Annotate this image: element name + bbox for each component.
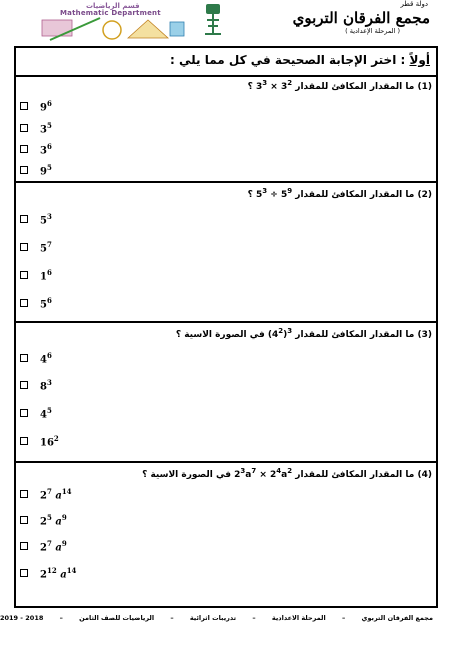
school-stage: ( المرحلة الإعدادية ): [345, 27, 400, 35]
checkbox-icon[interactable]: [20, 542, 28, 550]
footer-separator: –: [341, 614, 346, 622]
footer-stage: المرحلة الاعدادية: [271, 614, 326, 622]
option-label: $2^7$ $a^9$: [40, 538, 67, 554]
page-header: [14, 0, 440, 44]
question-suffix: ؟: [247, 190, 253, 200]
question-2: [16, 183, 436, 323]
option-label: $1^6$: [40, 267, 52, 283]
school-emblem-icon: [202, 2, 224, 38]
checkbox-icon[interactable]: [20, 166, 28, 174]
question-prefix: ما المقدار المكافئ للمقدار: [295, 330, 415, 340]
option-label: $16^2$: [40, 433, 59, 449]
option-checkbox[interactable]: [20, 539, 67, 553]
checkbox-icon[interactable]: [20, 145, 28, 153]
school-name-block: [240, 0, 430, 36]
question-1: [16, 75, 436, 183]
option-label: $8^3$: [40, 377, 52, 393]
option-checkbox[interactable]: [20, 163, 52, 177]
option-label: $3^6$: [40, 141, 52, 157]
question-expression: $5^3 \div 5^9$: [256, 187, 293, 200]
department-title: قسم الرياضيات: [86, 2, 140, 10]
question-prefix: ما المقدار المكافئ للمقدار: [295, 82, 415, 92]
checkbox-icon[interactable]: [20, 354, 28, 362]
department-subtitle: Mathematic Department: [60, 9, 161, 17]
option-label: $2^7$ $a^{14}$: [40, 486, 72, 502]
option-label: $3^5$: [40, 120, 52, 136]
option-checkbox[interactable]: [20, 121, 52, 135]
question-text: [248, 187, 432, 200]
worksheet-frame: [14, 46, 438, 608]
option-label: $5^3$: [40, 211, 52, 227]
question-4: [16, 463, 436, 606]
question-suffix: في الصورة الاسية ؟: [175, 330, 265, 340]
school-name: مجمع الفرقان التربوي: [292, 9, 430, 27]
question-number: (4): [417, 470, 432, 480]
option-checkbox[interactable]: [20, 351, 52, 365]
section-number: أولاً: [409, 53, 430, 67]
question-expression: $2^3a^7 \times 2^4a^2$: [234, 467, 293, 480]
question-prefix: ما المقدار المكافئ للمقدار: [295, 470, 415, 480]
question-text: [176, 327, 432, 340]
option-label: $4^6$: [40, 350, 52, 366]
checkbox-icon[interactable]: [20, 215, 28, 223]
option-label: $2^5$ $a^9$: [40, 512, 67, 528]
option-checkbox[interactable]: [20, 487, 72, 501]
question-number: (1): [417, 82, 432, 92]
section-instruction: : اختر الإجابة الصحيحة في كل مما يلي :: [170, 53, 406, 67]
question-3: [16, 323, 436, 463]
checkbox-icon[interactable]: [20, 409, 28, 417]
question-prefix: ما المقدار المكافئ للمقدار: [295, 190, 415, 200]
option-checkbox[interactable]: [20, 378, 52, 392]
footer-separator: –: [59, 614, 63, 622]
question-suffix: في الصورة الاسية ؟: [142, 470, 231, 480]
question-text: [248, 79, 432, 92]
option-checkbox[interactable]: [20, 434, 59, 448]
footer-subject: الرياضيات للصف الثامن: [79, 614, 155, 622]
checkbox-icon[interactable]: [20, 299, 28, 307]
checkbox-icon[interactable]: [20, 124, 28, 132]
option-checkbox[interactable]: [20, 513, 67, 527]
footer-separator: –: [252, 614, 256, 622]
option-checkbox[interactable]: [20, 296, 52, 310]
country-label: دولة قطر: [400, 0, 428, 8]
option-checkbox[interactable]: [20, 406, 52, 420]
footer-school: مجمع الفرقان التربوي: [361, 614, 433, 622]
option-label: $5^6$: [40, 295, 52, 311]
option-label: $4^5$: [40, 405, 52, 421]
checkbox-icon[interactable]: [20, 437, 28, 445]
footer-separator: –: [170, 614, 174, 622]
option-checkbox[interactable]: [20, 566, 76, 580]
checkbox-icon[interactable]: [20, 490, 28, 498]
checkbox-icon[interactable]: [20, 271, 28, 279]
section-heading: [16, 48, 436, 77]
option-label: $2^{12}$ $a^{14}$: [40, 565, 77, 581]
section-heading-text: [170, 53, 430, 67]
math-tools-art-icon: [40, 16, 186, 42]
option-checkbox[interactable]: [20, 268, 52, 282]
option-checkbox[interactable]: [20, 142, 52, 156]
checkbox-icon[interactable]: [20, 381, 28, 389]
footer-year: 2018 - 2019: [0, 614, 44, 622]
question-number: (3): [417, 330, 432, 340]
page-footer: [0, 614, 440, 628]
checkbox-icon[interactable]: [20, 102, 28, 110]
question-text: [142, 467, 432, 480]
option-checkbox[interactable]: [20, 99, 52, 113]
option-label: $9^5$: [40, 162, 52, 178]
option-checkbox[interactable]: [20, 212, 52, 226]
question-number: (2): [417, 190, 432, 200]
checkbox-icon[interactable]: [20, 516, 28, 524]
question-expression: $(4^2)^3$: [267, 327, 293, 340]
checkbox-icon[interactable]: [20, 569, 28, 577]
option-label: $5^7$: [40, 239, 52, 255]
department-logo: [36, 2, 186, 42]
question-expression: $3^3 \times 3^2$: [256, 79, 293, 92]
question-suffix: ؟: [247, 82, 253, 92]
option-checkbox[interactable]: [20, 240, 52, 254]
footer-type: تدريبات اثرائية: [189, 614, 237, 622]
checkbox-icon[interactable]: [20, 243, 28, 251]
option-label: $9^6$: [40, 98, 52, 114]
